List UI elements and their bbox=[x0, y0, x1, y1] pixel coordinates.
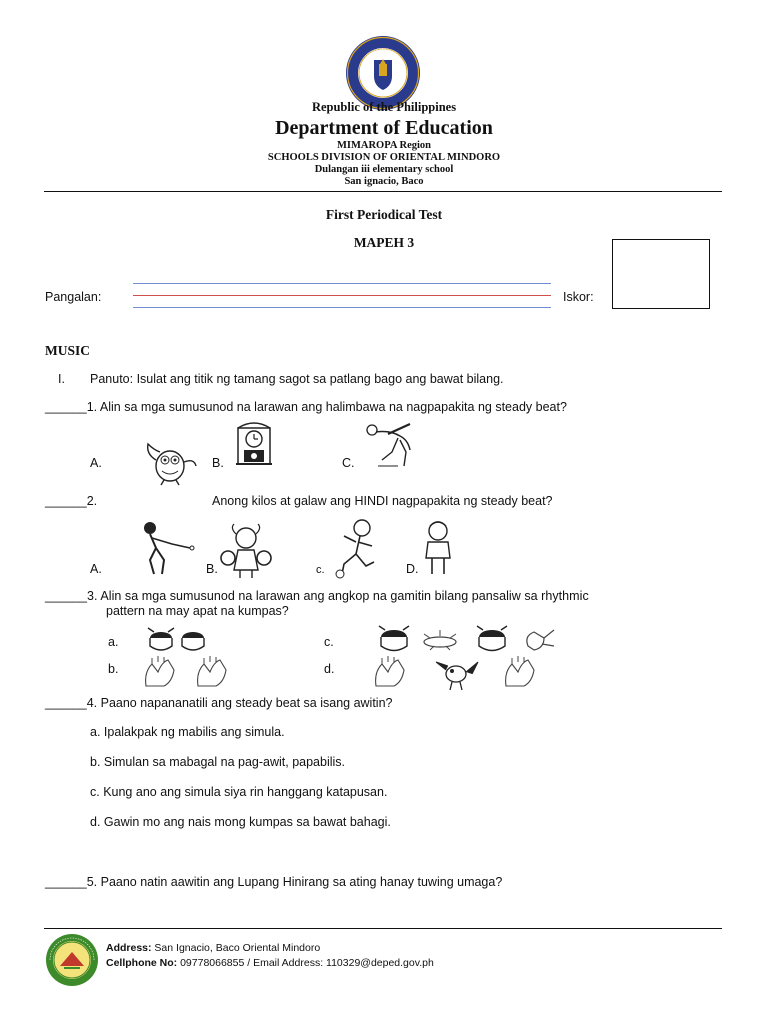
clock-icon[interactable] bbox=[230, 420, 278, 468]
q1-option-label-b: B. bbox=[212, 456, 224, 470]
maracas-icon[interactable] bbox=[522, 626, 558, 654]
q3-option-label-c: c. bbox=[324, 635, 334, 649]
score-box[interactable] bbox=[612, 239, 710, 309]
header-divider bbox=[44, 191, 722, 192]
q1-option-label-a: A. bbox=[90, 456, 102, 470]
owl-icon[interactable] bbox=[142, 438, 198, 486]
footer-divider bbox=[44, 928, 722, 929]
clapping-hands-icon[interactable] bbox=[142, 656, 178, 690]
address-value: San Ignacio, Baco Oriental Mindoro bbox=[151, 942, 321, 954]
section-title: MUSIC bbox=[45, 343, 91, 358]
golfer-icon[interactable] bbox=[136, 520, 196, 576]
question-2: Anong kilos at galaw ang HINDI nagpapakita ng steady beat? bbox=[212, 494, 553, 508]
clapping-hands-icon[interactable] bbox=[502, 656, 538, 690]
region-text: MIMAROPA Region bbox=[336, 140, 431, 151]
question-3-line-1: ______3. Alin sa mga sumusunod na larawan ang angkop na gamitin bilang pansaliw sa rhythmic bbox=[45, 589, 589, 603]
baseball-batter-icon[interactable] bbox=[358, 420, 422, 470]
subject-title: MAPEH 3 bbox=[353, 235, 415, 250]
q3-option-label-b: b. bbox=[108, 662, 119, 676]
school-text: Dulangan iii elementary school bbox=[314, 164, 454, 175]
test-title: First Periodical Test bbox=[325, 207, 443, 222]
department-title: Department of Education bbox=[275, 117, 493, 139]
address-label: Address: bbox=[106, 942, 152, 954]
q3-option-label-a: a. bbox=[108, 635, 119, 649]
drum-icon[interactable] bbox=[146, 628, 176, 654]
drum-icon[interactable] bbox=[474, 626, 510, 656]
phone-value: 09778066855 / Email Address: 110329@deped.gov.ph bbox=[177, 957, 434, 969]
cymbal-icon[interactable] bbox=[420, 628, 460, 654]
school-logo-icon bbox=[44, 932, 100, 988]
q4-option-c[interactable]: c. Kung ano ang simula siya rin hanggang katapusan. bbox=[90, 785, 388, 799]
name-label: Pangalan: bbox=[45, 290, 102, 304]
clapping-hands-icon[interactable] bbox=[372, 656, 408, 690]
location-text: San ignacio, Baco bbox=[344, 176, 424, 187]
q4-option-d[interactable]: d. Gawin mo ang nais mong kumpas sa bawat bahagi. bbox=[90, 815, 391, 829]
question-5: ______5. Paano natin aawitin ang Lupang Hinirang sa ating hanay tuwing umaga? bbox=[45, 875, 503, 889]
q1-option-label-c: C. bbox=[342, 456, 355, 470]
q2-option-label-d: D. bbox=[406, 562, 419, 576]
name-input[interactable] bbox=[133, 280, 551, 310]
q2-option-label-a: A. bbox=[90, 562, 102, 576]
q2-option-label-c: c. bbox=[316, 564, 325, 576]
q4-option-a[interactable]: a. Ipalakpak ng mabilis ang simula. bbox=[90, 725, 285, 739]
q4-option-b[interactable]: b. Simulan sa mabagal na pag-awit, papabilis. bbox=[90, 755, 346, 769]
phone-label: Cellphone No: bbox=[106, 957, 178, 969]
question-1: ______1. Alin sa mga sumusunod na larawan ang halimbawa na nagpapakita ng steady beat? bbox=[45, 400, 567, 414]
question-3-line-2: pattern na may apat na kumpas? bbox=[106, 604, 289, 618]
drum-icon[interactable] bbox=[178, 628, 208, 654]
drum-icon[interactable] bbox=[376, 626, 412, 656]
section-numeral: I. bbox=[58, 372, 65, 386]
republic-text: Republic of the Philippines bbox=[311, 100, 457, 114]
bird-icon[interactable] bbox=[434, 656, 480, 692]
boy-standing-icon[interactable] bbox=[420, 520, 456, 576]
question-2-number: ______2. bbox=[45, 494, 98, 508]
footer-address bbox=[106, 942, 320, 954]
footer-contact bbox=[106, 957, 434, 969]
girl-tambourine-icon[interactable] bbox=[218, 524, 274, 580]
question-4: ______4. Paano napananatili ang steady beat sa isang awitin? bbox=[45, 696, 393, 710]
division-text: SCHOOLS DIVISION OF ORIENTAL MINDORO bbox=[267, 152, 501, 163]
score-label: Iskor: bbox=[563, 290, 594, 304]
boy-kicking-icon[interactable] bbox=[330, 518, 384, 578]
instruction-text: Panuto: Isulat ang titik ng tamang sagot sa patlang bago ang bawat bilang. bbox=[90, 372, 504, 386]
clapping-hands-icon[interactable] bbox=[194, 656, 230, 690]
q3-option-label-d: d. bbox=[324, 662, 335, 676]
q2-option-label-b: B. bbox=[206, 562, 218, 576]
